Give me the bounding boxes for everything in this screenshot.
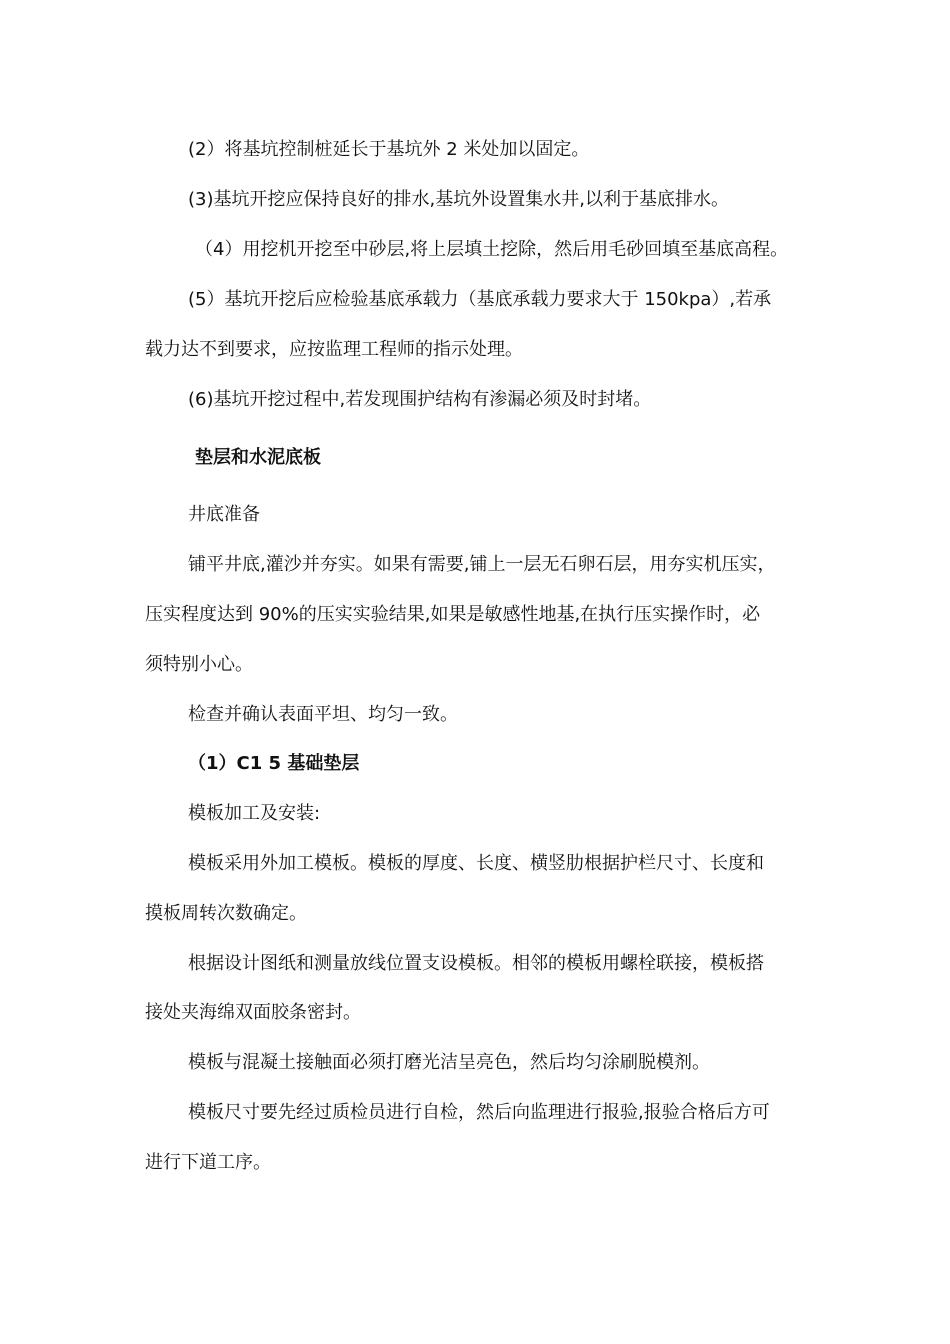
paragraph-release-agent: 模板与混凝土接触面必须打磨光洁呈亮色，然后均匀涂刷脱模剂。 <box>188 1052 710 1073</box>
paragraph-installation-line-1: 根据设计图纸和测量放线位置支设模板。相邻的模板用螺栓联接，模板搭 <box>188 953 764 974</box>
subheading-c15-cushion: （1）C1 5 基础垫层 <box>188 753 360 774</box>
subheading-well-bottom-prep: 井底准备 <box>188 504 260 525</box>
paragraph-formwork-line-1: 模板采用外加工模板。模板的厚度、长度、横竖肋根据护栏尺寸、长度和 <box>188 853 764 874</box>
paragraph-formwork-line-2: 摸板周转次数确定。 <box>145 903 307 924</box>
paragraph-step-3: (3)基坑开挖应保持良好的排水,基坑外设置集水井,以利于基底排水。 <box>188 189 729 210</box>
paragraph-step-4: （4）用挖机开挖至中砂层,将上层填土挖除，然后用毛砂回填至基底高程。 <box>195 239 789 260</box>
paragraph-step-5-line-1: (5）基坑开挖后应检验基底承载力（基底承载力要求大于 150kpa）,若承 <box>188 289 772 310</box>
paragraph-leveling-line-1: 铺平井底,灌沙并夯实。如果有需要,铺上一层无石卵石层，用夯实机压实， <box>188 554 776 575</box>
subheading-formwork: 模板加工及安装: <box>188 803 321 824</box>
paragraph-installation-line-2: 接处夹海绵双面胶条密封。 <box>145 1002 361 1023</box>
paragraph-step-5-line-2: 载力达不到要求，应按监理工程师的指示处理。 <box>145 339 523 360</box>
paragraph-inspection-line-1: 模板尺寸要先经过质检员进行自检，然后向监理进行报验,报验合格后方可 <box>188 1102 770 1123</box>
paragraph-step-2: (2）将基坑控制桩延长于基坑外 2 米处加以固定。 <box>188 139 590 160</box>
paragraph-surface-check: 检查并确认表面平坦、均匀一致。 <box>188 704 458 725</box>
section-heading-cushion-and-slab: 垫层和水泥底板 <box>195 447 321 468</box>
paragraph-step-6: (6)基坑开挖过程中,若发现围护结构有渗漏必须及时封堵。 <box>188 389 652 410</box>
paragraph-leveling-line-2: 压实程度达到 90%的压实实验结果,如果是敏感性地基,在执行压实操作时，必 <box>145 604 761 625</box>
paragraph-leveling-line-3: 须特别小心。 <box>145 654 253 675</box>
paragraph-inspection-line-2: 进行下道工序。 <box>145 1152 271 1173</box>
